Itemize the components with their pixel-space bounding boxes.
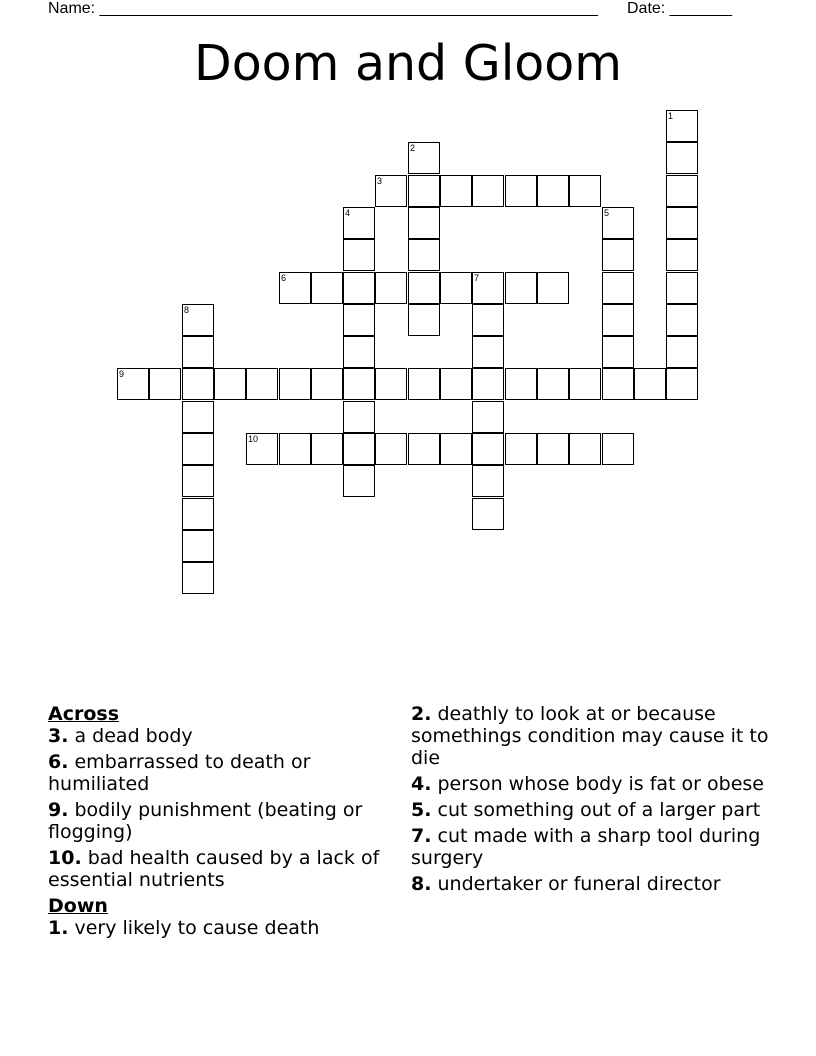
grid-cell[interactable]: [472, 368, 504, 400]
grid-cell[interactable]: [602, 207, 634, 239]
grid-cell[interactable]: [666, 336, 698, 368]
clue-number-label: 1: [668, 111, 674, 121]
clue-item: [48, 917, 393, 939]
grid-cell[interactable]: [343, 304, 375, 336]
grid-cell[interactable]: [472, 498, 504, 530]
clue-number-label: 3: [377, 176, 383, 186]
clue-number: 1.: [48, 917, 69, 939]
grid-cell[interactable]: [666, 239, 698, 271]
grid-cell[interactable]: [505, 433, 537, 465]
grid-cell[interactable]: [602, 368, 634, 400]
across-clue-list: [48, 725, 393, 891]
grid-cell[interactable]: [117, 368, 149, 400]
grid-cell[interactable]: [537, 272, 569, 304]
grid-cell[interactable]: [440, 175, 472, 207]
clue-number: 5.: [411, 799, 432, 821]
grid-cell[interactable]: [602, 433, 634, 465]
grid-cell[interactable]: [666, 368, 698, 400]
grid-cell[interactable]: [602, 272, 634, 304]
clue-number-label: 6: [281, 273, 287, 283]
grid-cell[interactable]: [537, 368, 569, 400]
grid-cell[interactable]: [440, 272, 472, 304]
grid-cell[interactable]: [602, 239, 634, 271]
across-heading: Across: [48, 703, 120, 725]
grid-cell[interactable]: [569, 175, 601, 207]
grid-cell[interactable]: [408, 272, 440, 304]
clue-number-label: 9: [119, 369, 125, 379]
clue-text: very likely to cause death: [68, 917, 320, 939]
clue-text: cut something out of a larger part: [431, 799, 761, 821]
clue-number: 3.: [48, 725, 69, 747]
grid-cell[interactable]: [472, 433, 504, 465]
clue-number-label: 4: [345, 208, 351, 218]
grid-cell[interactable]: [182, 465, 214, 497]
grid-cell[interactable]: [537, 175, 569, 207]
clue-number: 9.: [48, 799, 69, 821]
grid-cell[interactable]: [343, 336, 375, 368]
clue-number: 10.: [48, 847, 82, 869]
grid-cell[interactable]: [472, 465, 504, 497]
grid-cell[interactable]: [182, 368, 214, 400]
grid-cell[interactable]: [472, 304, 504, 336]
grid-cell[interactable]: [408, 304, 440, 336]
clue-number: 2.: [411, 703, 432, 725]
grid-cell[interactable]: [472, 401, 504, 433]
grid-cell[interactable]: [408, 142, 440, 174]
clue-number-label: 7: [474, 273, 480, 283]
grid-cell[interactable]: [182, 530, 214, 562]
clue-text: bad health caused by a lack of essential nutrients: [48, 847, 380, 891]
name-field-line: Name: ________________________________________________________: [48, 0, 598, 17]
clue-text: deathly to look at or because somethings condition may cause it to die: [411, 703, 769, 769]
grid-cell[interactable]: [311, 433, 343, 465]
grid-cell[interactable]: [472, 175, 504, 207]
grid-cell[interactable]: [666, 272, 698, 304]
grid-cell[interactable]: [343, 239, 375, 271]
grid-cell[interactable]: [311, 368, 343, 400]
clue-item: [48, 847, 393, 891]
clue-number-label: 8: [184, 305, 190, 315]
grid-cell[interactable]: [472, 272, 504, 304]
clue-text: undertaker or funeral director: [431, 873, 721, 895]
down-clue-list: [48, 917, 393, 939]
grid-cell[interactable]: [666, 207, 698, 239]
grid-cell[interactable]: [408, 239, 440, 271]
grid-cell[interactable]: [343, 465, 375, 497]
clue-item: [48, 751, 393, 795]
grid-cell[interactable]: [634, 368, 666, 400]
down-heading: Down: [48, 895, 108, 917]
grid-cell[interactable]: [343, 368, 375, 400]
grid-cell[interactable]: [182, 336, 214, 368]
clue-item: [411, 703, 776, 769]
grid-cell[interactable]: [279, 433, 311, 465]
clue-item: [411, 825, 776, 869]
grid-cell[interactable]: [182, 562, 214, 594]
clue-item: [411, 773, 776, 795]
grid-cell[interactable]: [472, 336, 504, 368]
grid-cell[interactable]: [182, 433, 214, 465]
grid-cell[interactable]: [505, 368, 537, 400]
grid-cell[interactable]: [149, 368, 181, 400]
grid-cell[interactable]: [375, 368, 407, 400]
grid-cell[interactable]: [666, 142, 698, 174]
clue-number: 6.: [48, 751, 69, 773]
clues-right-column: [411, 703, 776, 899]
grid-cell[interactable]: [311, 272, 343, 304]
grid-cell[interactable]: [408, 175, 440, 207]
clue-number-label: 10: [248, 434, 259, 444]
grid-cell[interactable]: [375, 433, 407, 465]
puzzle-title: Doom and Gloom: [193, 35, 623, 92]
clues-left-column: [48, 703, 393, 943]
grid-cell[interactable]: [666, 304, 698, 336]
clue-item: [411, 873, 776, 895]
clue-number: 8.: [411, 873, 432, 895]
clue-item: [411, 799, 776, 821]
grid-cell[interactable]: [375, 175, 407, 207]
grid-cell[interactable]: [408, 207, 440, 239]
date-field-line: Date: _______: [627, 0, 732, 17]
clue-item: [48, 725, 393, 747]
grid-cell[interactable]: [214, 368, 246, 400]
grid-cell[interactable]: [375, 272, 407, 304]
clue-text: person whose body is fat or obese: [431, 773, 764, 795]
clue-number-label: 2: [410, 143, 416, 153]
grid-cell[interactable]: [602, 336, 634, 368]
down-clue-list-continued: [411, 703, 776, 895]
grid-cell[interactable]: [505, 175, 537, 207]
grid-cell[interactable]: [440, 368, 472, 400]
grid-cell[interactable]: [343, 433, 375, 465]
grid-cell[interactable]: [182, 498, 214, 530]
grid-cell[interactable]: [182, 304, 214, 336]
clue-text: bodily punishment (beating or flogging): [48, 799, 363, 843]
clue-number: 7.: [411, 825, 432, 847]
grid-cell[interactable]: [279, 368, 311, 400]
grid-cell[interactable]: [246, 368, 278, 400]
grid-cell[interactable]: [246, 433, 278, 465]
grid-cell[interactable]: [666, 175, 698, 207]
clue-number-label: 5: [604, 208, 610, 218]
clue-text: embarrassed to death or humiliated: [48, 751, 311, 795]
clue-text: cut made with a sharp tool during surgery: [411, 825, 761, 869]
grid-cell[interactable]: [505, 272, 537, 304]
clue-number: 4.: [411, 773, 432, 795]
grid-cell[interactable]: [343, 401, 375, 433]
grid-cell[interactable]: [343, 272, 375, 304]
grid-cell[interactable]: [666, 110, 698, 142]
grid-cell[interactable]: [602, 304, 634, 336]
clue-item: [48, 799, 393, 843]
grid-cell[interactable]: [343, 207, 375, 239]
grid-cell[interactable]: [569, 368, 601, 400]
grid-cell[interactable]: [279, 272, 311, 304]
grid-cell[interactable]: [408, 368, 440, 400]
grid-cell[interactable]: [182, 401, 214, 433]
grid-cell[interactable]: [569, 433, 601, 465]
clue-text: a dead body: [68, 725, 193, 747]
grid-cell[interactable]: [537, 433, 569, 465]
grid-cell[interactable]: [440, 433, 472, 465]
grid-cell[interactable]: [408, 433, 440, 465]
